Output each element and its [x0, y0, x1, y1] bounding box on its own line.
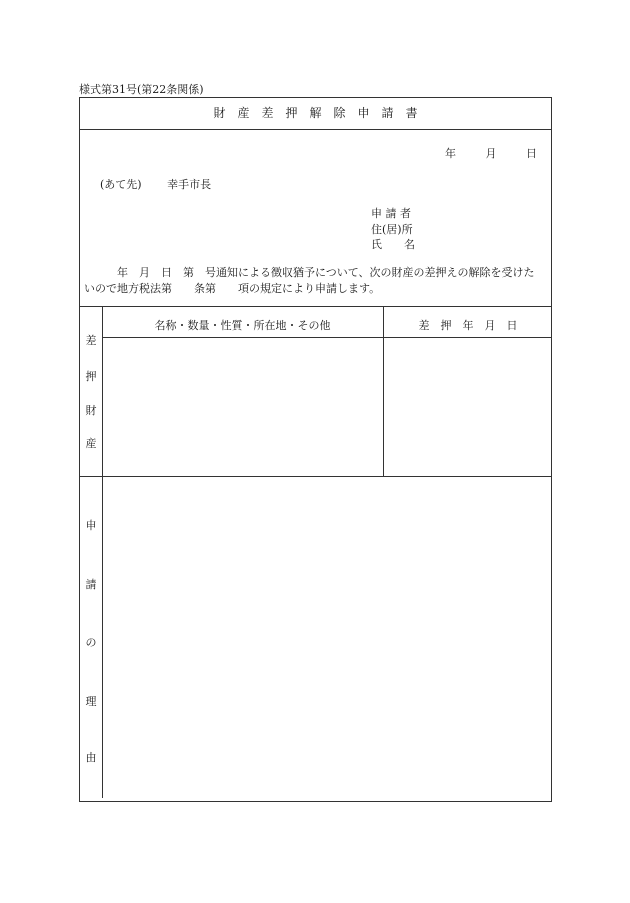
addressee-to-label: (あて先): [100, 178, 142, 191]
date-year: 年: [445, 147, 456, 160]
seizure-date-header: 差 押 年 月 日: [418, 319, 518, 332]
reason-side-char-4: 理: [85, 695, 97, 708]
form-title-char: 申: [357, 106, 370, 120]
applicant-name-label: 氏 名: [371, 238, 415, 251]
property-side-char-4: 産: [85, 437, 97, 450]
addressee: [100, 176, 211, 192]
date-day: 日: [526, 147, 537, 160]
form-title-char: 除: [333, 106, 346, 120]
property-side-char-1: 差: [85, 334, 97, 347]
form-title-char: 書: [405, 106, 418, 120]
reason-side-char-2: 請: [85, 578, 97, 591]
property-side-char-3: 財: [85, 404, 97, 417]
side-label-divider: [102, 306, 103, 798]
applicant-address-label: 住(居)所: [371, 222, 413, 236]
form-title: [80, 98, 551, 129]
form-number-label: 様式第31号(第22条関係): [79, 83, 204, 96]
application-date: [419, 145, 537, 161]
reason-side-char-1: 申: [85, 519, 97, 532]
reason-side-char-3: の: [85, 636, 97, 649]
property-side-char-2: 押: [85, 370, 97, 383]
form-title-char: 産: [237, 106, 250, 120]
form-title-char: 押: [285, 106, 298, 120]
date-month: 月: [485, 147, 497, 160]
form-title-char: 財: [213, 106, 226, 120]
applicant-block: [371, 206, 415, 253]
applicant-label: 申 請 者: [371, 207, 411, 220]
form-title-char: 差: [261, 106, 274, 120]
reason-section-top: [80, 476, 551, 477]
title-divider: [80, 129, 551, 130]
form-title-char: 解: [309, 106, 322, 120]
property-details-header: 名称・数量・性質・所在地・その他: [154, 319, 331, 332]
property-section-top: [80, 306, 551, 307]
application-statement: 年 月 日 第 号通知による徴収猶予について、次の財産の差押えの解除を受けたいので地方税法第 条第 項の規定により申請します。: [84, 266, 535, 295]
property-header-divider: [102, 337, 551, 338]
form-title-char: 請: [381, 106, 394, 120]
application-form-frame: [79, 97, 552, 802]
reason-side-char-5: 由: [85, 751, 97, 764]
addressee-name: 幸手市長: [167, 178, 212, 191]
